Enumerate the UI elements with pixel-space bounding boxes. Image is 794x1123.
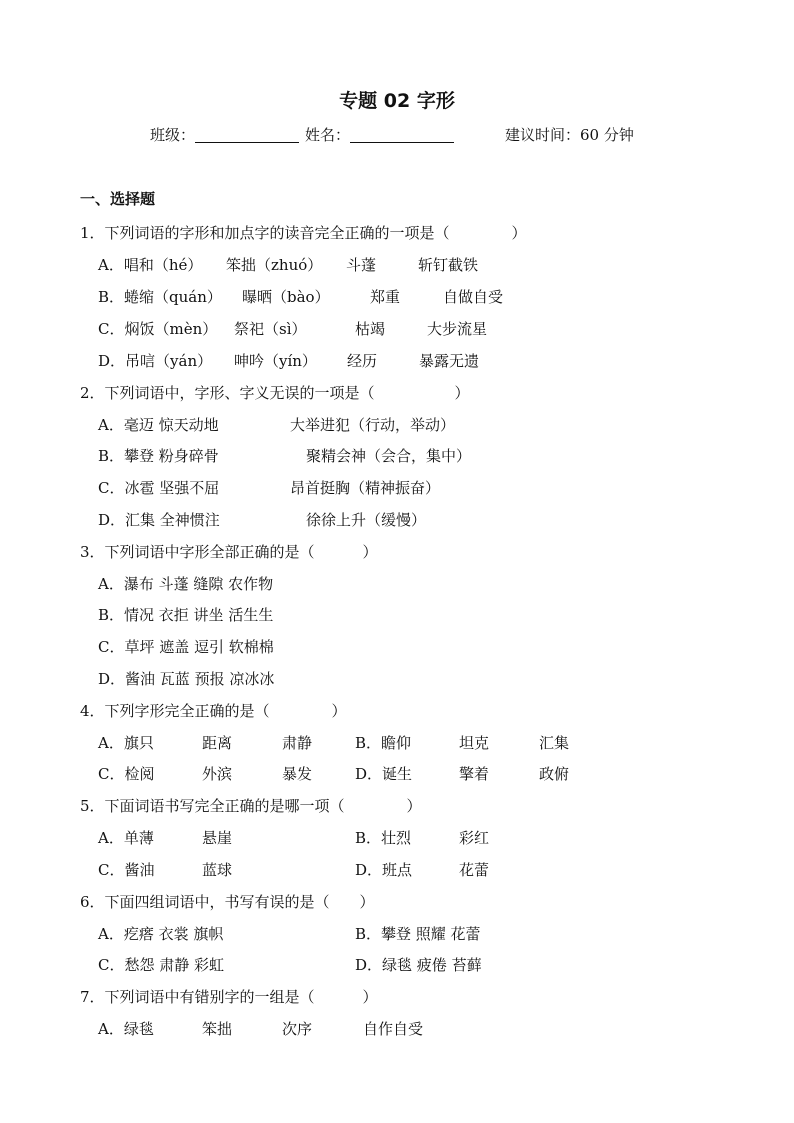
option-a-word-4: 自作自受 (363, 1020, 424, 1038)
question-stem: 2．下列词语中，字形、字义无误的一项是（ (80, 384, 375, 402)
option-a-word-3: 次序 (282, 1020, 313, 1038)
option-d-word-3: 经历 (347, 352, 378, 370)
option-c: C．愁怨 肃静 彩虹 (98, 956, 225, 974)
question-1: 1．下列词语的字形和加点字的读音完全正确的一项是（ ） (80, 224, 527, 242)
option-d: D．汇集 全神惯注 (98, 511, 220, 529)
option-d: D．吊唁（yán） (98, 352, 213, 370)
option-c: C．检阅 (98, 765, 155, 783)
option-c-phrase: 昂首挺胸（精神振奋） (290, 479, 441, 497)
question-stem: 4．下列字形完全正确的是（ (80, 702, 270, 720)
question-2: 2．下列词语中，字形、字义无误的一项是（ ） (80, 384, 470, 402)
option-a-word-3: 斗蓬 (346, 256, 377, 274)
question-6: 6．下面四组词语中，书写有误的是（ ） (80, 893, 375, 911)
option-b: B．情况 衣拒 讲坐 活生生 (98, 606, 274, 624)
option-a-word-3: 肃静 (282, 734, 313, 752)
option-b: B．瞻仰 (355, 734, 412, 752)
question-5: 5．下面词语书写完全正确的是哪一项（ ） (80, 797, 422, 815)
option-c: C．草坪 遮盖 逗引 软棉棉 (98, 638, 274, 656)
section-heading: 一、选择题 (80, 190, 156, 208)
class-label: 班级： (150, 124, 299, 145)
option-a: A．瀑布 斗蓬 缝隙 农作物 (98, 575, 274, 593)
option-d: D．绿毯 疲倦 苔藓 (355, 956, 482, 974)
option-a-word-2: 笨拙（zhuó） (226, 256, 323, 274)
page-title: 专题 02 字形 (339, 90, 455, 112)
option-b-word-2: 彩红 (459, 829, 490, 847)
question-stem: 5．下面词语书写完全正确的是哪一项（ (80, 797, 345, 815)
student-info-line (0, 124, 794, 146)
option-a-word-2: 距离 (202, 734, 233, 752)
option-b-word-2: 坦克 (459, 734, 490, 752)
question-7: 7．下列词语中有错别字的一组是（ ） (80, 988, 378, 1006)
option-a: A．旗只 (98, 734, 154, 752)
option-c-word-3: 枯竭 (355, 320, 386, 338)
option-a: A．唱和（hé） (98, 256, 203, 274)
option-c: C．酱油 (98, 861, 155, 879)
option-a-word-2: 悬崖 (202, 829, 233, 847)
option-a: A．单薄 (98, 829, 154, 847)
option-c-word-2: 蓝球 (202, 861, 233, 879)
option-c-word-3: 暴发 (282, 765, 313, 783)
option-b: B．攀登 粉身碎骨 (98, 447, 219, 465)
name-label: 姓名： (305, 124, 454, 145)
option-b-phrase: 聚精会神（会合，集中） (306, 447, 472, 465)
class-blank[interactable] (195, 126, 299, 143)
option-b-word-3: 郑重 (370, 288, 401, 306)
option-c-word-2: 外滨 (202, 765, 233, 783)
name-blank[interactable] (350, 126, 454, 143)
question-stem: 7．下列词语中有错别字的一组是（ (80, 988, 315, 1006)
option-d-word-4: 暴露无遗 (419, 352, 480, 370)
option-a: A．绿毯 (98, 1020, 154, 1038)
option-d: D．诞生 (355, 765, 413, 783)
option-d-phrase: 徐徐上升（缓慢） (306, 511, 427, 529)
question-stem: 1．下列词语的字形和加点字的读音完全正确的一项是（ (80, 224, 450, 242)
option-d-word-2: 擎着 (459, 765, 490, 783)
option-d-word-3: 政俯 (539, 765, 570, 783)
option-a-phrase: 大举进犯（行动，举动） (290, 416, 456, 434)
option-a: A．毫迈 惊天动地 (98, 416, 219, 434)
question-3: 3．下列词语中字形全部正确的是（ ） (80, 543, 378, 561)
option-b: B．蜷缩（quán） (98, 288, 222, 306)
option-b: B．攀登 照耀 花蕾 (355, 925, 481, 943)
question-4: 4．下列字形完全正确的是（ ） (80, 702, 347, 720)
option-a: A．疙瘩 衣裳 旗帜 (98, 925, 224, 943)
option-d-word-2: 呻吟（yín） (234, 352, 317, 370)
question-stem: 3．下列词语中字形全部正确的是（ (80, 543, 315, 561)
suggested-time: 建议时间：60 分钟 (505, 126, 634, 144)
option-a-word-2: 笨拙 (202, 1020, 233, 1038)
option-d: D．酱油 瓦蓝 预报 凉冰冰 (98, 670, 275, 688)
option-b-word-4: 自做自受 (443, 288, 504, 306)
option-c: C．焖饭（mèn） (98, 320, 218, 338)
option-c-word-2: 祭祀（sì） (234, 320, 307, 338)
option-d: D．班点 (355, 861, 413, 879)
question-stem: 6．下面四组词语中，书写有误的是（ (80, 893, 330, 911)
option-b-word-3: 汇集 (539, 734, 570, 752)
option-d-word-2: 花蕾 (459, 861, 490, 879)
option-c: C．冰雹 坚强不屈 (98, 479, 220, 497)
option-b: B．壮烈 (355, 829, 412, 847)
option-c-word-4: 大步流星 (427, 320, 488, 338)
option-b-word-2: 曝晒（bào） (242, 288, 330, 306)
option-a-word-4: 斩钉截铁 (418, 256, 479, 274)
